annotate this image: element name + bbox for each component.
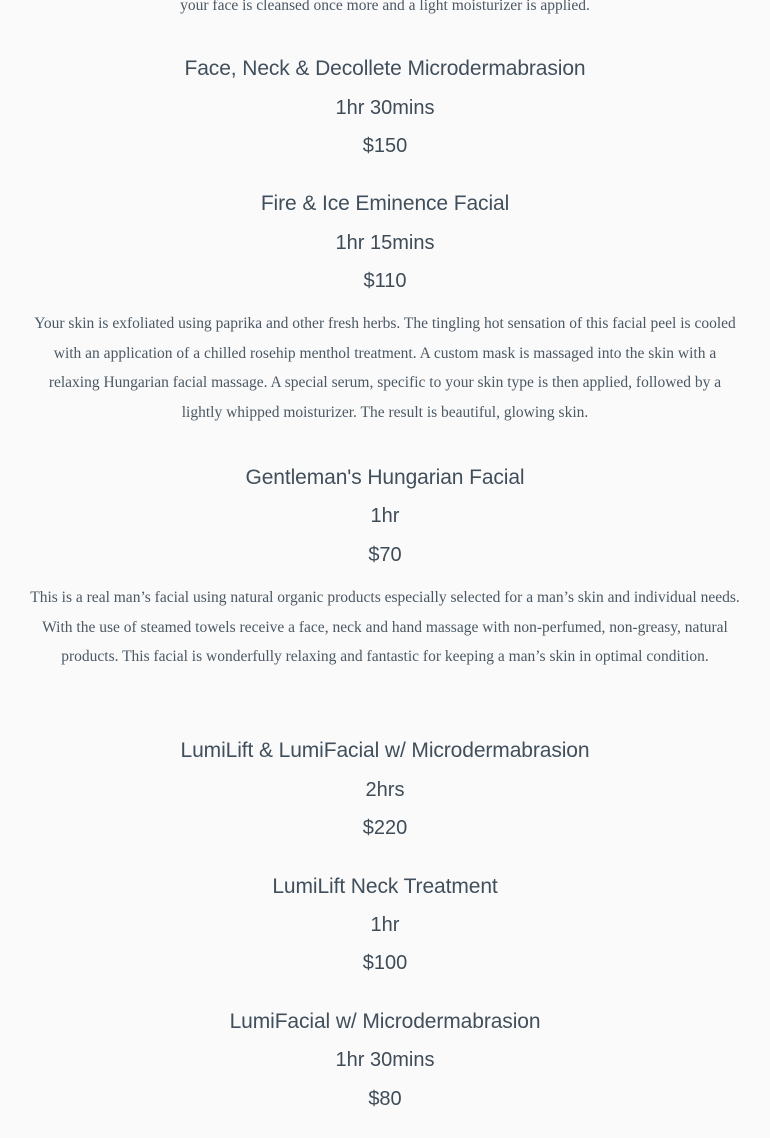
treatment-duration: 1hr — [370, 914, 400, 936]
treatment-duration: 1hr — [370, 505, 400, 527]
treatment-price: $100 — [362, 952, 408, 974]
treatment-name: LumiFacial w/ Microdermabrasion — [229, 1010, 541, 1033]
treatment-price: $150 — [362, 135, 408, 157]
treatment-price: $220 — [362, 817, 408, 839]
treatment-item — [0, 1008, 770, 1113]
treatment-duration: 1hr 30mins — [335, 1049, 435, 1071]
treatment-price: $110 — [363, 270, 407, 292]
treatment-name: Gentleman's Hungarian Facial — [245, 466, 525, 489]
treatment-duration: 2hrs — [365, 779, 405, 801]
treatment-name: LumiLift & LumiFacial w/ Microdermabrasion — [180, 739, 590, 762]
treatment-item — [0, 464, 770, 569]
treatment-name: Face, Neck & Decollete Microdermabrasion — [184, 57, 586, 80]
treatment-duration: 1hr 15mins — [335, 232, 435, 254]
treatment-item — [0, 55, 770, 160]
treatment-price: $70 — [368, 544, 402, 566]
previous-treatment-description-tail: your face is cleansed once more and a light moisturizer is applied. — [180, 0, 590, 14]
treatment-description: Your skin is exfoliated using paprika and other fresh herbs. The tingling hot sensation of this facial peel is cooled with an application of a chilled rosehip menthol treatment. A custom mask is massaged into the skin with a relaxing Hungarian facial massage. A special serum, specific to your skin type is then applied, followed by a lightly whipped moisturizer. The result is beautiful, glowing skin. — [34, 315, 736, 422]
treatment-name: Fire & Ice Eminence Facial — [260, 192, 510, 215]
treatment-description: This is a real man’s facial using natural organic products especially selected for a man’s skin and individual needs. With the use of steamed towels receive a face, neck and hand massage with non-perfumed, non-greasy, natural products. This facial is wonderfully relaxing and fantastic for keeping a man’s skin in optimal condition. — [30, 589, 740, 666]
treatment-price: $80 — [368, 1088, 402, 1110]
treatment-duration: 1hr 30mins — [335, 97, 435, 119]
treatment-item — [0, 190, 770, 295]
treatment-name: LumiLift Neck Treatment — [272, 875, 498, 898]
treatment-item — [0, 873, 770, 977]
treatment-item — [0, 737, 770, 842]
